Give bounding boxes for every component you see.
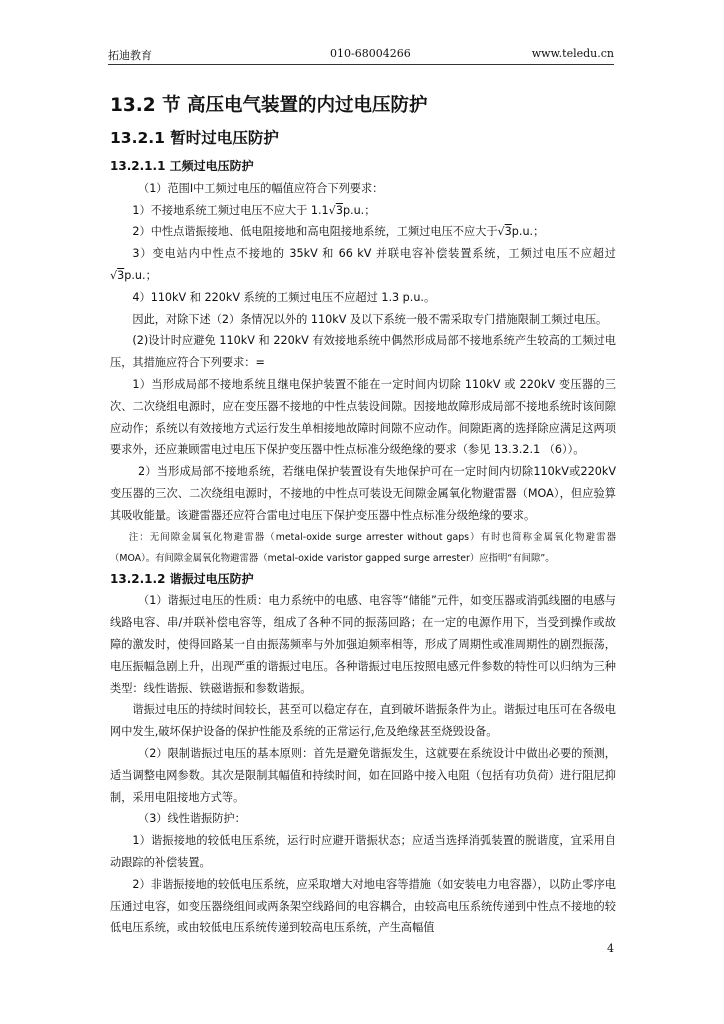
paragraph: （3）线性谐振防护：	[138, 812, 246, 826]
note: 注：无间隙金属氧化物避雷器（metal-oxide surge arrester without gaps）有时也简称金属氧化物避雷器（MOA）。有间隙金属氧化物避雷器（metal-oxide varistor gapped surge arrester）应指明“有间隙”。	[110, 531, 616, 564]
paragraph: （1）谐振过电压的性质：电力系统中的电感、电容等“储能”元件，如变压器或消弧线圈的电感与线路电容、串/并联补偿电容等，组成了各种不同的振荡回路；在一定的电源作用下，当受到操作或故障的激发时，使得回路某一自由振荡频率与外加强迫频率相等，形成了周期性或准周期性的剧烈振荡，电压振幅急剧上升，出现严重的谐振过电压。各种谐振过电压按照电感元件参数的特性可以归纳为三种类型：线性谐振、铁磁谐振和参数谐振。	[110, 594, 616, 695]
paragraph: 因此，对除下述（2）条情况以外的 110kV 及以下系统一般不需采取专门措施限制工频过电压。	[132, 312, 608, 326]
sqrt-value: 3	[117, 268, 125, 282]
paragraph: 2）非谐振接地的较低电压系统，应采取增大对地电容等措施（如安装电力电容器），以防止零序电压通过电容，如变压器绕组间或两条架空线路间的电容耦合，由较高电压系统传递到中性点不接地的较低电压系统，或由较低电压系统传递到较高电压系统，产生高幅值	[110, 877, 616, 935]
document-body	[110, 92, 616, 939]
header-phone: 010-68004266	[330, 47, 411, 60]
paragraph	[110, 221, 616, 243]
text-run: 2）中性点谐振接地、低电阻接地和高电阻接地系统，工频过电压不应大于	[132, 225, 498, 239]
paragraph: 4）110kV 和 220kV 系统的工频过电压不应超过 1.3 p.u.。	[132, 290, 436, 304]
page-number: 4	[607, 942, 614, 955]
paragraph: 1）当形成局部不接地系统且继电保护装置不能在一定时间内切除 110kV 或 220kV 变压器的三次、二次绕组电源时，应在变压器不接地的中性点装设间隙。因接地故障形成局部不接地系统时该间隙应动作；系统以有效接地方式运行发生单相接地故障时间隙不应动作。间隙距离的选择除应满足这两项要求外，还应兼顾雷电过电压下保护变压器中性点标准分级绝缘的要求（参见 13.3.2.1 （6））。	[110, 377, 616, 457]
sqrt-icon: √	[328, 203, 336, 217]
sqrt-value: 3	[335, 203, 343, 217]
text-run: 1）不接地系统工频过电压不应大于 1.1	[132, 203, 329, 217]
sqrt-icon: √	[497, 225, 505, 239]
section-heading: 13.2.1 暂时过电压防护	[110, 129, 279, 147]
header-left: 拓迪教育	[108, 49, 152, 62]
page-header	[108, 44, 614, 65]
subsection-heading-1: 13.2.1.1 工频过电压防护	[110, 159, 254, 173]
paragraph: （1）范围Ⅰ中工频过电压的幅值应符合下列要求：	[138, 181, 384, 195]
text-run: p.u.；	[342, 203, 376, 217]
sqrt-icon: √	[110, 268, 118, 282]
paragraph: 1）谐振接地的较低电压系统，运行时应避开谐振状态；应适当选择消弧装置的脱谐度，宜采用自动跟踪的补偿装置。	[110, 834, 616, 869]
text-run: 3）变电站内中性点不接地的 35kV 和 66 kV 并联电容补偿装置系统，工频过电压不应超过	[132, 247, 616, 261]
sqrt-value: 3	[504, 225, 512, 239]
text-run: p.u.；	[124, 268, 157, 282]
header-website: www.teledu.cn	[531, 47, 614, 60]
paragraph	[110, 200, 616, 222]
subsection-heading-2: 13.2.1.2 谐振过电压防护	[110, 571, 254, 586]
paragraph: 谐振过电压的持续时间较长，甚至可以稳定存在，直到破坏谐振条件为止。谐振过电压可在各级电网中发生,破坏保护设备的保护性能及系统的正常运行,危及绝缘甚至烧毁设备。	[110, 703, 616, 739]
paragraph	[110, 243, 616, 287]
paragraph: (2)设计时应避免 110kV 和 220kV 有效接地系统中偶然形成局部不接地系统产生较高的工频过电压，其措施应符合下列要求：=	[110, 334, 616, 370]
page-title: 13.2 节 高压电气装置的内过电压防护	[110, 95, 428, 116]
paragraph: （2）限制谐振过电压的基本原则：首先是避免谐振发生，这就要在系统设计中做出必要的预测，适当调整电网参数。其次是限制其幅值和持续时间，如在回路中接入电阻（包括有功负荷）进行阻尼抑制，采用电阻接地方式等。	[110, 746, 616, 804]
paragraph: 2）当形成局部不接地系统，若继电保护装置设有失地保护可在一定时间内切除110kV或220kV变压器的三次、二次绕组电源时，不接地的中性点可装设无间隙金属氧化物避雷器（MOA），但应验算其吸收能量。该避雷器还应符合雷电过电压下保护变压器中性点标准分级绝缘的要求。	[110, 465, 616, 522]
text-run: p.u.；	[511, 225, 545, 239]
